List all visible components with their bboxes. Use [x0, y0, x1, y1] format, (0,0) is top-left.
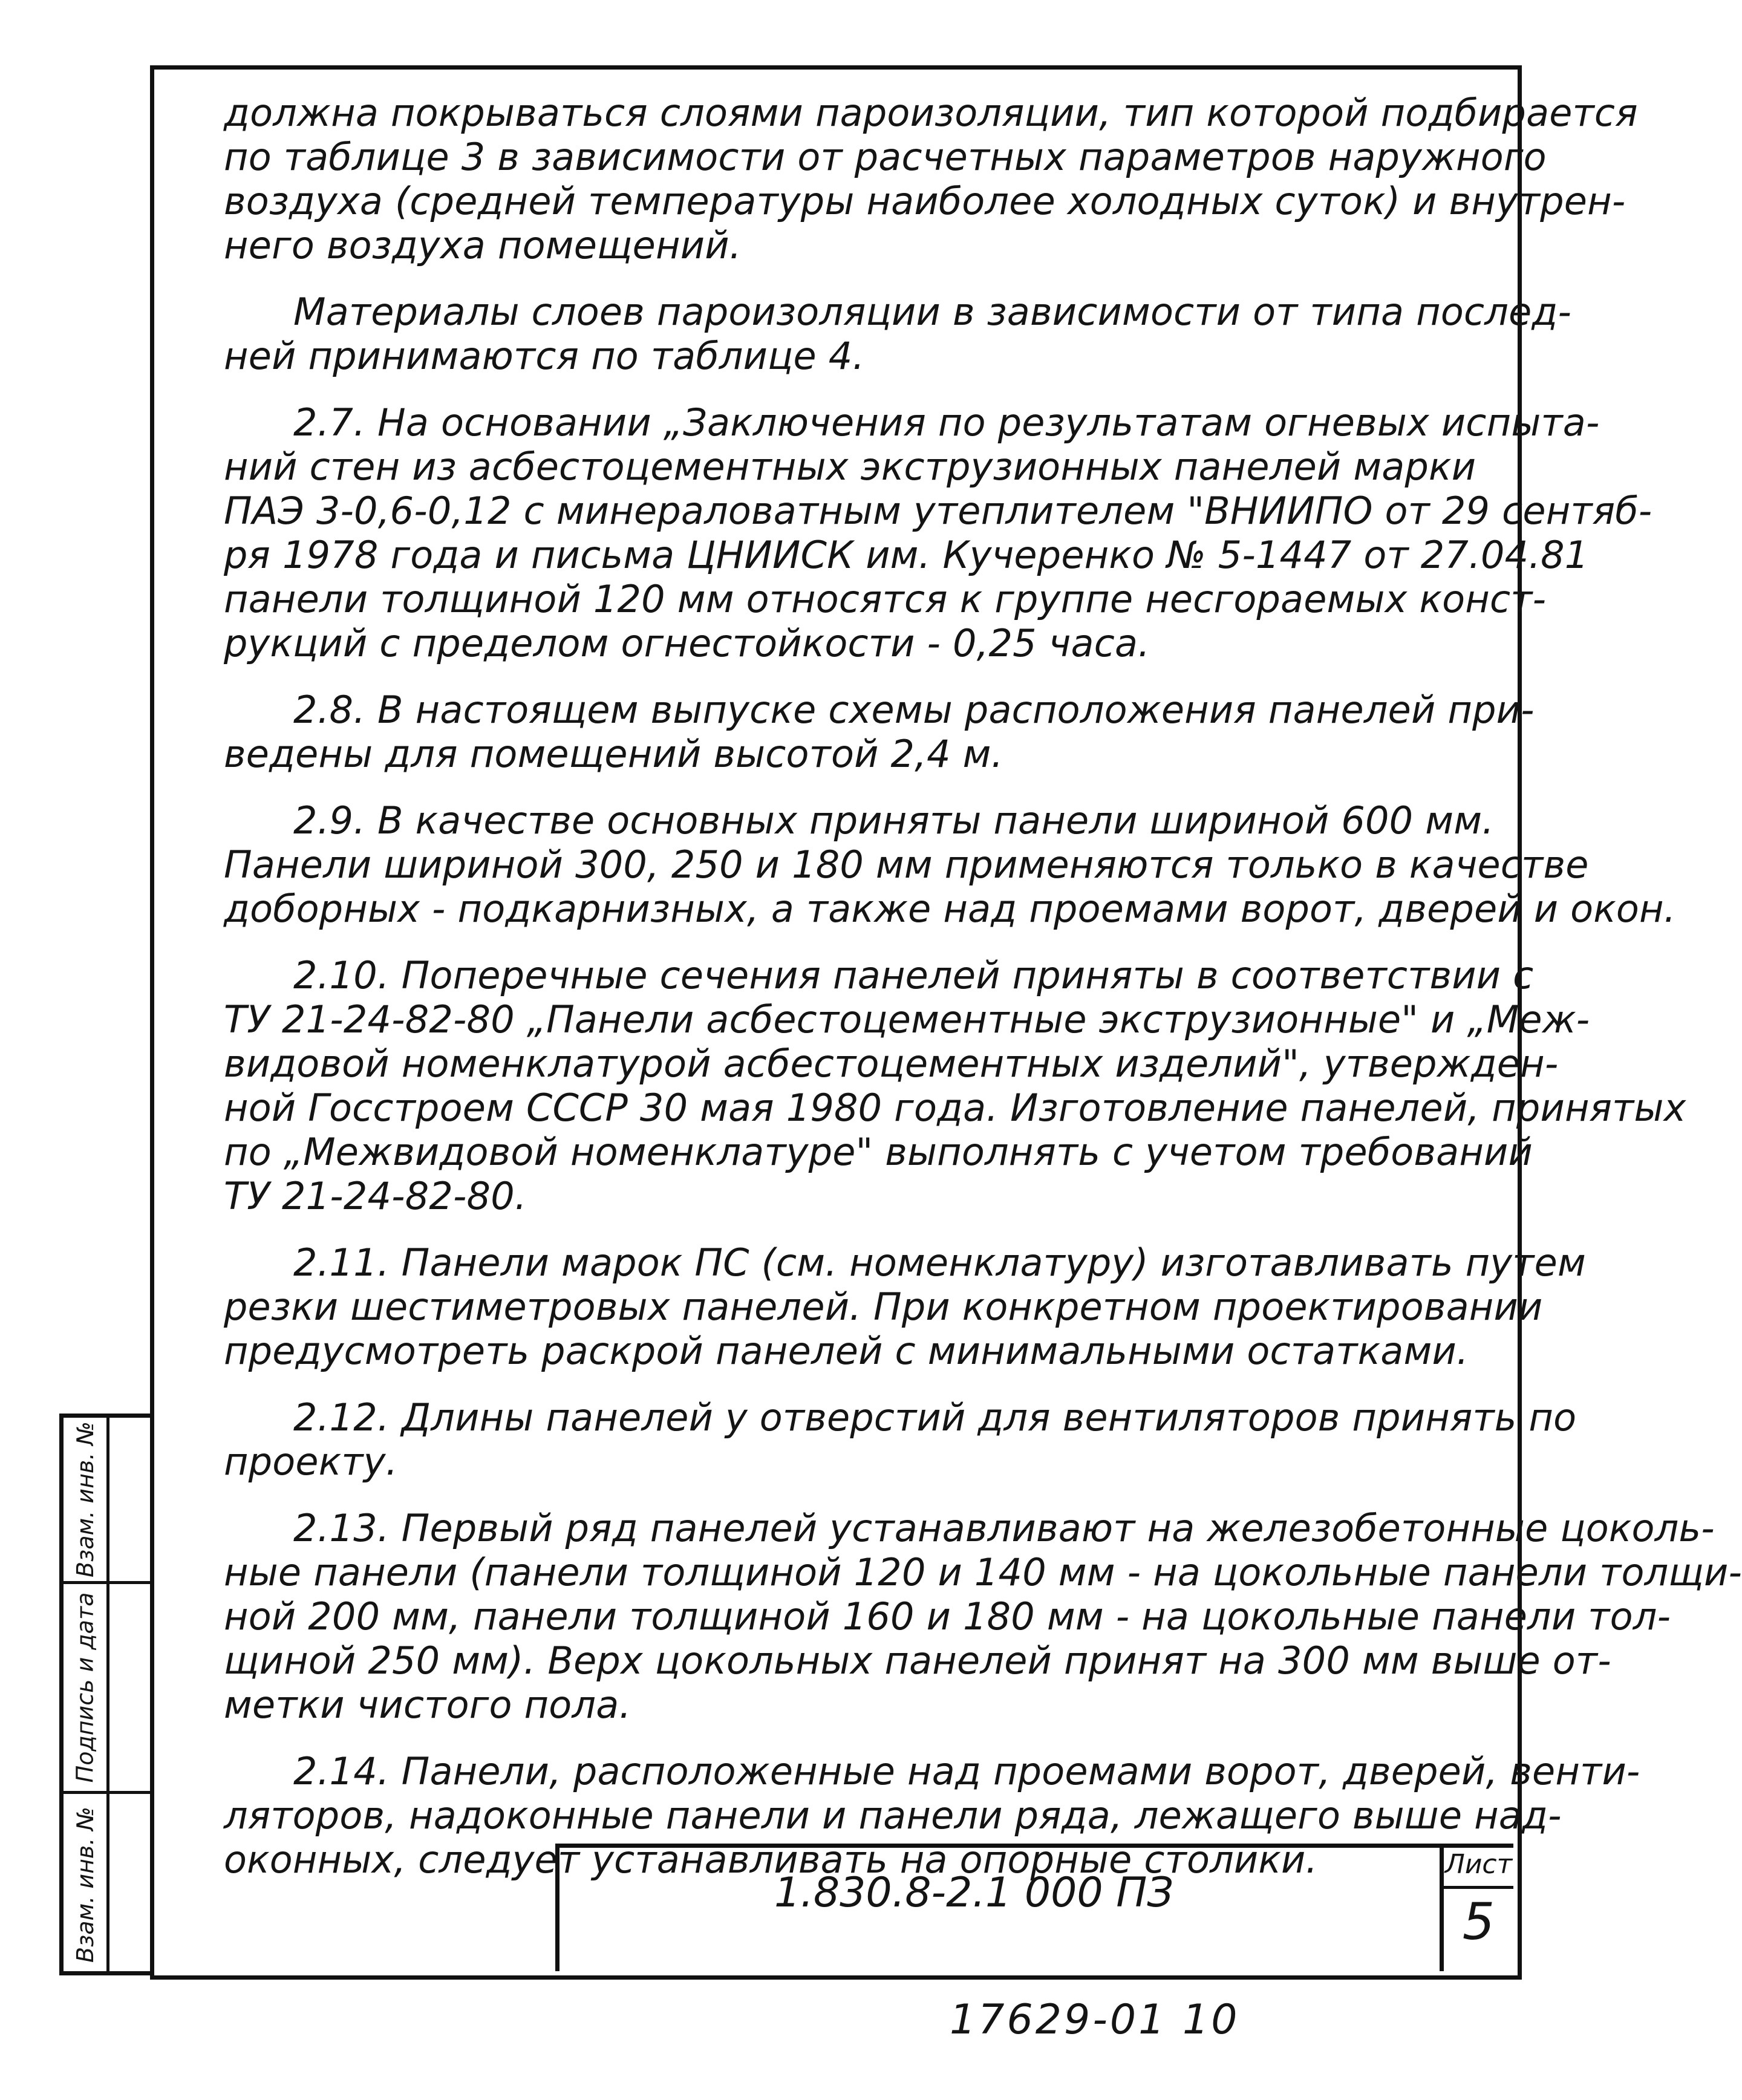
text-line: ведены для помещений высотой 2,4 м.	[224, 732, 1003, 776]
text-line: 2.12. Длины панелей у отверстий для вентиляторов принять по	[293, 1395, 1577, 1440]
text-line: Панели шириной 300, 250 и 180 мм применяются только в качестве	[224, 843, 1589, 887]
text-line: ря 1978 года и письма ЦНИИСК им. Кучеренко № 5-1447 от 27.04.81	[224, 533, 1589, 577]
paragraph-2-9	[224, 798, 1676, 931]
side-stamp-divider	[106, 1418, 109, 1971]
text-line: воздуха (средней температуры наиболее холодных суток) и внутрен-	[224, 179, 1626, 223]
paragraph-2-13	[224, 1506, 1742, 1727]
text-line: ные панели (панели толщиной 120 и 140 мм - на цокольные панели толщи-	[224, 1550, 1742, 1594]
text-line: панели толщиной 120 мм относятся к группе несгораемых конст-	[224, 577, 1547, 621]
text-line: ляторов, надоконные панели и панели ряда, лежащего выше над-	[224, 1793, 1562, 1838]
text-line: по таблице 3 в зависимости от расчетных параметров наружного	[224, 135, 1547, 179]
text-line: доборных - подкарнизных, а также над проемами ворот, дверей и окон.	[224, 887, 1676, 931]
text-line: предусмотреть раскрой панелей с минимальными остатками.	[224, 1329, 1469, 1373]
text-line: Материалы слоев пароизоляции в зависимости от типа послед-	[293, 290, 1572, 334]
side-stamp-label: Взам. инв. №	[71, 1421, 99, 1578]
paragraph-2-11	[224, 1241, 1586, 1373]
text-line: ПАЭ 3-0,6-0,12 с минераловатным утеплителем "ВНИИПО от 29 сентяб-	[224, 489, 1652, 533]
text-line: рукций с пределом огнестойкости - 0,25 часа.	[224, 621, 1150, 665]
paragraph-2-8	[224, 688, 1535, 776]
text-line: 2.8. В настоящем выпуске схемы расположения панелей при-	[293, 688, 1535, 732]
paragraph-vapor-materials	[224, 290, 1572, 378]
text-line: метки чистого пола.	[224, 1683, 631, 1727]
text-line: видовой номенклатурой асбестоцементных изделий", утвержден-	[224, 1042, 1559, 1086]
text-line: щиной 250 мм). Верх цокольных панелей принят на 300 мм выше от-	[224, 1639, 1611, 1683]
side-stamp	[59, 1414, 150, 1975]
text-line: по „Межвидовой номенклатуре" выполнять с учетом требований	[224, 1130, 1533, 1174]
text-line: 2.10. Поперечные сечения панелей приняты в соответствии с	[293, 953, 1534, 997]
text-line: оконных, следует устанавливать на опорные столики.	[224, 1838, 1318, 1882]
text-line: ной 200 мм, панели толщиной 160 и 180 мм - на цокольные панели тол-	[224, 1594, 1671, 1639]
text-line: ТУ 21-24-82-80 „Панели асбестоцементные экструзионные" и „Меж-	[224, 997, 1590, 1042]
document-body	[224, 91, 1742, 1904]
side-stamp-label: Взам. инв. №	[71, 1806, 99, 1963]
sheet-box	[1440, 1844, 1513, 1971]
text-line: ней принимаются по таблице 4.	[224, 334, 865, 378]
paragraph-intro-continuation	[224, 91, 1638, 267]
text-line: 2.11. Панели марок ПС (см. номенклатуру) изготавливать путем	[293, 1241, 1586, 1285]
text-line: 2.14. Панели, расположенные над проемами ворот, дверей, венти-	[293, 1749, 1640, 1793]
text-line: должна покрываться слоями пароизоляции, тип которой подбирается	[224, 91, 1638, 135]
text-line: 2.9. В качестве основных приняты панели шириной 600 мм.	[293, 798, 1495, 843]
text-line: 2.7. На основании „Заключения по результатам огневых испыта-	[293, 400, 1600, 445]
paragraph-2-10	[224, 953, 1686, 1218]
text-line: ний стен из асбестоцементных экструзионных панелей марки	[224, 445, 1476, 489]
document-code: 1.830.8-2.1 000 ПЗ	[774, 1869, 1173, 1917]
text-line: него воздуха помещений.	[224, 223, 742, 267]
text-line: резки шестиметровых панелей. При конкретном проектировании	[224, 1285, 1543, 1329]
sheet-label: Лист	[1444, 1844, 1513, 1889]
paragraph-2-7	[224, 400, 1652, 665]
sheet-number: 5	[1462, 1892, 1495, 1951]
archive-number: 17629-01 10	[950, 1996, 1240, 2044]
text-line: ной Госстроем СССР 30 мая 1980 года. Изготовление панелей, принятых	[224, 1086, 1686, 1130]
side-stamp-label: Подпись и дата	[71, 1592, 99, 1783]
text-line: ТУ 21-24-82-80.	[224, 1174, 527, 1218]
text-line: проекту.	[224, 1440, 398, 1484]
paragraph-2-12	[224, 1395, 1577, 1484]
text-line: 2.13. Первый ряд панелей устанавливают на железобетонные цоколь-	[293, 1506, 1715, 1550]
